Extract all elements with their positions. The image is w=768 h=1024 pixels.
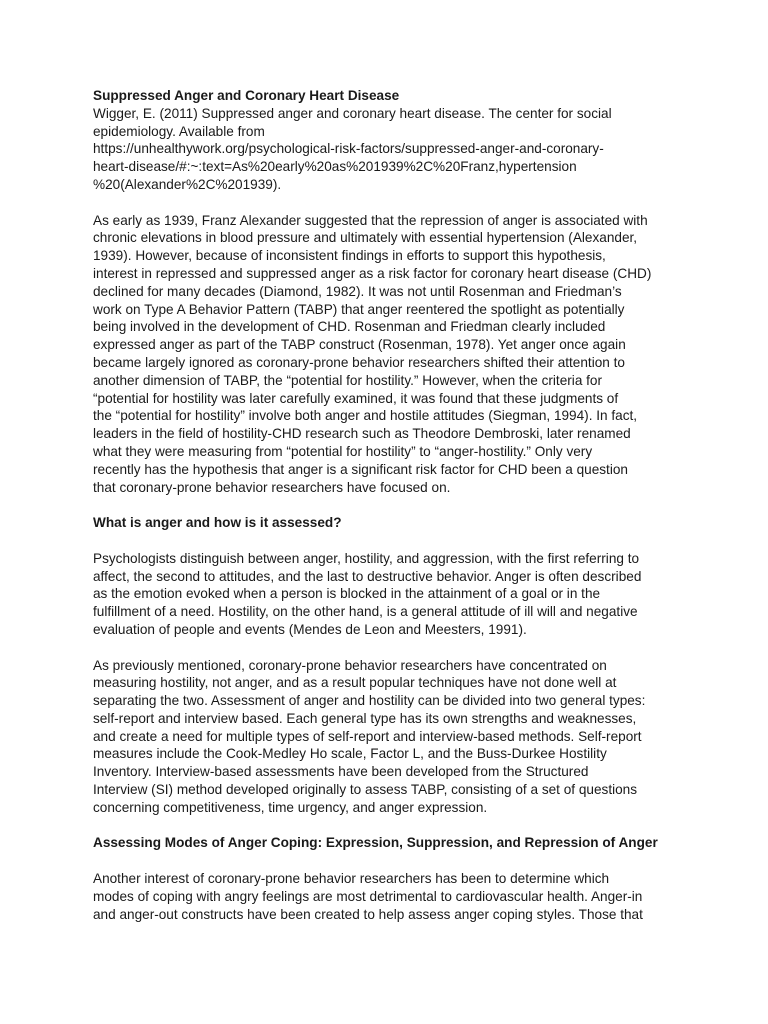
section-heading-anger-coping: Assessing Modes of Anger Coping: Expression, Suppression, and Repression of Anger — [93, 835, 658, 851]
paragraph-spacer — [93, 817, 683, 835]
paragraph-spacer — [93, 639, 683, 657]
document-title: Suppressed Anger and Coronary Heart Disease — [93, 88, 400, 103]
paragraph-spacer — [93, 194, 683, 212]
intro-paragraph: As early as 1939, Franz Alexander suggested that the repression of anger is associated with chronic elevations in blood pressure and ultimately with essential hypertension (Alexander, 1939). However, because of inconsistent findings in efforts to support this hypothesis, interest in repressed and suppressed anger as a risk factor for coronary heart disease (CHD) declined for many decades (Diamond, 1982). It was not until Rosenman and Friedman’s work on Type A Behavior Pattern (TABP) that anger reentered the spotlight as potentially being involved in the development of CHD. Rosenman and Friedman clearly included expressed anger as part of the TABP construct (Rosenman, 1978). Yet anger once again became largely ignored as coronary-prone behavior researchers shifted their attention to another dimension of TABP, the “potential for hostility.” However, when the criteria for “potential for hostility was later carefully examined, it was found that these judgments of the “potential for hostility” involve both anger and hostile attitudes (Siegman, 1994). In fact, leaders in the field of hostility-CHD research such as Theodore Dembroski, later renamed what they were measuring from “potential for hostility” to “anger-hostility.” Only very recently has the hypothesis that anger is a significant risk factor for CHD been a question that coronary-prone behavior researchers have focused on. — [93, 212, 652, 495]
document-page — [93, 87, 683, 923]
paragraph-spacer — [93, 852, 683, 870]
paragraph-spacer — [93, 532, 683, 550]
section2-paragraph-1: Another interest of coronary-prone behavior researchers has been to determine which modes of coping with angry feelings are most detrimental to cardiovascular health. Anger-in and anger-out constructs have been created to help assess anger coping styles. Those that — [93, 871, 643, 922]
citation-text: Wigger, E. (2011) Suppressed anger and coronary heart disease. The center for social epidemiology. Available from https://unhealthywork.org/psychological-risk-factors/suppressed-anger-and-coronary- heart-disease/#:~:text=As%20early%20as%201939%2C%20Franz,hypertension %20(Alexander%2C%201939). — [93, 105, 612, 192]
section1-paragraph-2: As previously mentioned, coronary-prone behavior researchers have concentrated on measuring hostility, not anger, and as a result popular techniques have not done well at separating the two. Assessment of anger and hostility can be divided into two general types: self-report and interview based. Each general type has its own strengths and weaknesses, and create a need for multiple types of self-report and interview-based methods. Self-report measures include the Cook-Medley Ho scale, Factor L, and the Buss-Durkee Hostility Inventory. Interview-based assessments have been developed from the Structured Interview (SI) method developed originally to assess TABP, consisting of a set of questions concerning competitiveness, time urgency, and anger expression. — [93, 657, 646, 815]
section-heading-anger-assessment: What is anger and how is it assessed? — [93, 515, 342, 531]
paragraph-spacer — [93, 496, 683, 514]
section1-paragraph-1: Psychologists distinguish between anger, hostility, and aggression, with the first referring to affect, the second to attitudes, and the last to destructive behavior. Anger is often described as the emotion evoked when a person is blocked in the attainment of a goal or in the fulfillment of a need. Hostility, on the other hand, is a general attitude of ill will and negative evaluation of people and events (Mendes de Leon and Meesters, 1991). — [93, 550, 642, 637]
